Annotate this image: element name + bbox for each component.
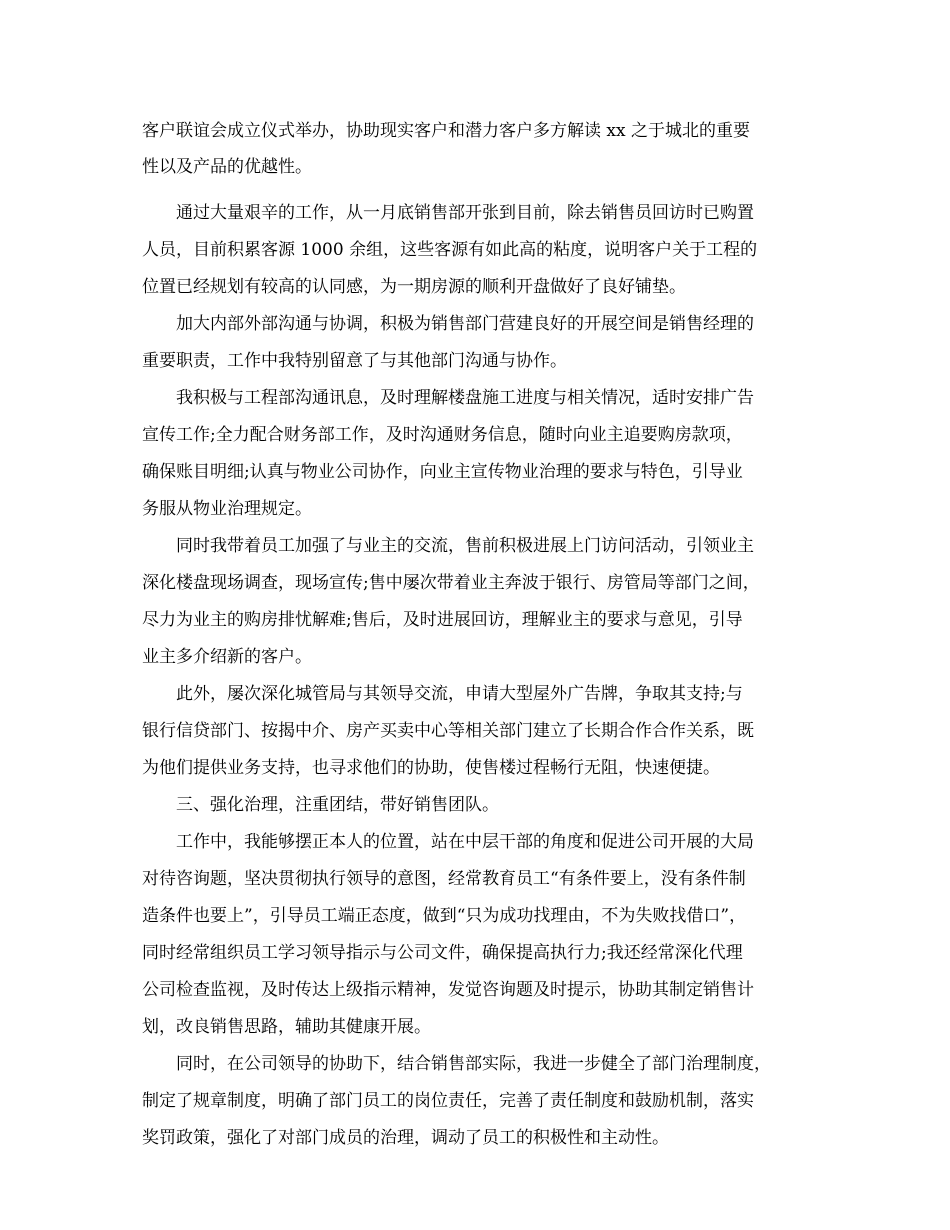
paragraph-start: 我积极与工程部沟通讯息，及时理解楼盘施工进度与相关情况，适时安排广告 [176, 388, 754, 408]
section-heading: 三、强化治理，注重团结，带好销售团队。 [176, 795, 499, 815]
text-line: 确保账目明细;认真与物业公司协作，向业主宣传物业治理的要求与特色，引导业 [142, 462, 743, 482]
text-line: 尽力为业主的购房排忧解难;售后，及时进展回访，理解业主的要求与意见，引导 [142, 610, 743, 630]
text-line: 重要职责，工作中我特别留意了与其他部门沟通与协作。 [142, 351, 567, 371]
paragraph-start: 同时我带着员工加强了与业主的交流，售前积极进展上门访问活动，引领业主 [176, 536, 754, 556]
text-line: 为他们提供业务支持，也寻求他们的协助，使售楼过程畅行无阻，快速便捷。 [142, 758, 720, 778]
paragraph-start: 通过大量艰辛的工作，从一月底销售部开张到目前，除去销售员回访时已购置 [176, 203, 754, 223]
text-line: 银行信贷部门、按揭中介、房产买卖中心等相关部门建立了长期合作合作关系，既 [142, 721, 754, 741]
text-line: 公司检查监视，及时传达上级指示精神，发觉咨询题及时提示，协助其制定销售计 [142, 980, 754, 1000]
text-line: 制定了规章制度，明确了部门员工的岗位责任，完善了责任制度和鼓励机制，落实 [142, 1091, 754, 1111]
text-line: 性以及产品的优越性。 [142, 157, 312, 177]
paragraph-start: 加大内部外部沟通与协调，积极为销售部门营建良好的开展空间是销售经理的 [176, 314, 754, 334]
text-line: 位置已经规划有较高的认同感，为一期房源的顺利开盘做好了良好铺垫。 [142, 277, 686, 297]
text-line: 造条件也要上”，引导员工端正态度，做到“只为成功找理由，不为失败找借口”， [142, 906, 747, 926]
text-line: 划，改良销售思路，辅助其健康开展。 [142, 1017, 431, 1037]
text-line: 人员，目前积累客源 1000 余组，这些客源有如此高的粘度，说明客户关于工程的 [142, 240, 758, 260]
text-line: 业主多介绍新的客户。 [142, 647, 312, 667]
text-line: 对待咨询题，坚决贯彻执行领导的意图，经常教育员工“有条件要上，没有条件制 [142, 869, 746, 889]
text-line: 务服从物业治理规定。 [142, 499, 312, 519]
text-line: 同时经常组织员工学习领导指示与公司文件，确保提高执行力;我还经常深化代理 [142, 943, 743, 963]
text-line: 宣传工作;全力配合财务部工作，及时沟通财务信息，随时向业主追要购房款项， [142, 425, 743, 445]
paragraph-start: 此外，屡次深化城管局与其领导交流，申请大型屋外广告牌，争取其支持;与 [176, 684, 743, 704]
paragraph-start: 同时，在公司领导的协助下，结合销售部实际，我进一步健全了部门治理制度， [176, 1054, 771, 1074]
text-line: 深化楼盘现场调查，现场宣传;售中屡次带着业主奔波于银行、房管局等部门之间， [142, 573, 760, 593]
paragraph-start: 工作中，我能够摆正本人的位置，站在中层干部的角度和促进公司开展的大局 [176, 832, 754, 852]
text-line: 奖罚政策，强化了对部门成员的治理，调动了员工的积极性和主动性。 [142, 1128, 669, 1148]
text-line: 客户联谊会成立仪式举办，协助现实客户和潜力客户多方解读 xx 之于城北的重要 [142, 121, 750, 141]
